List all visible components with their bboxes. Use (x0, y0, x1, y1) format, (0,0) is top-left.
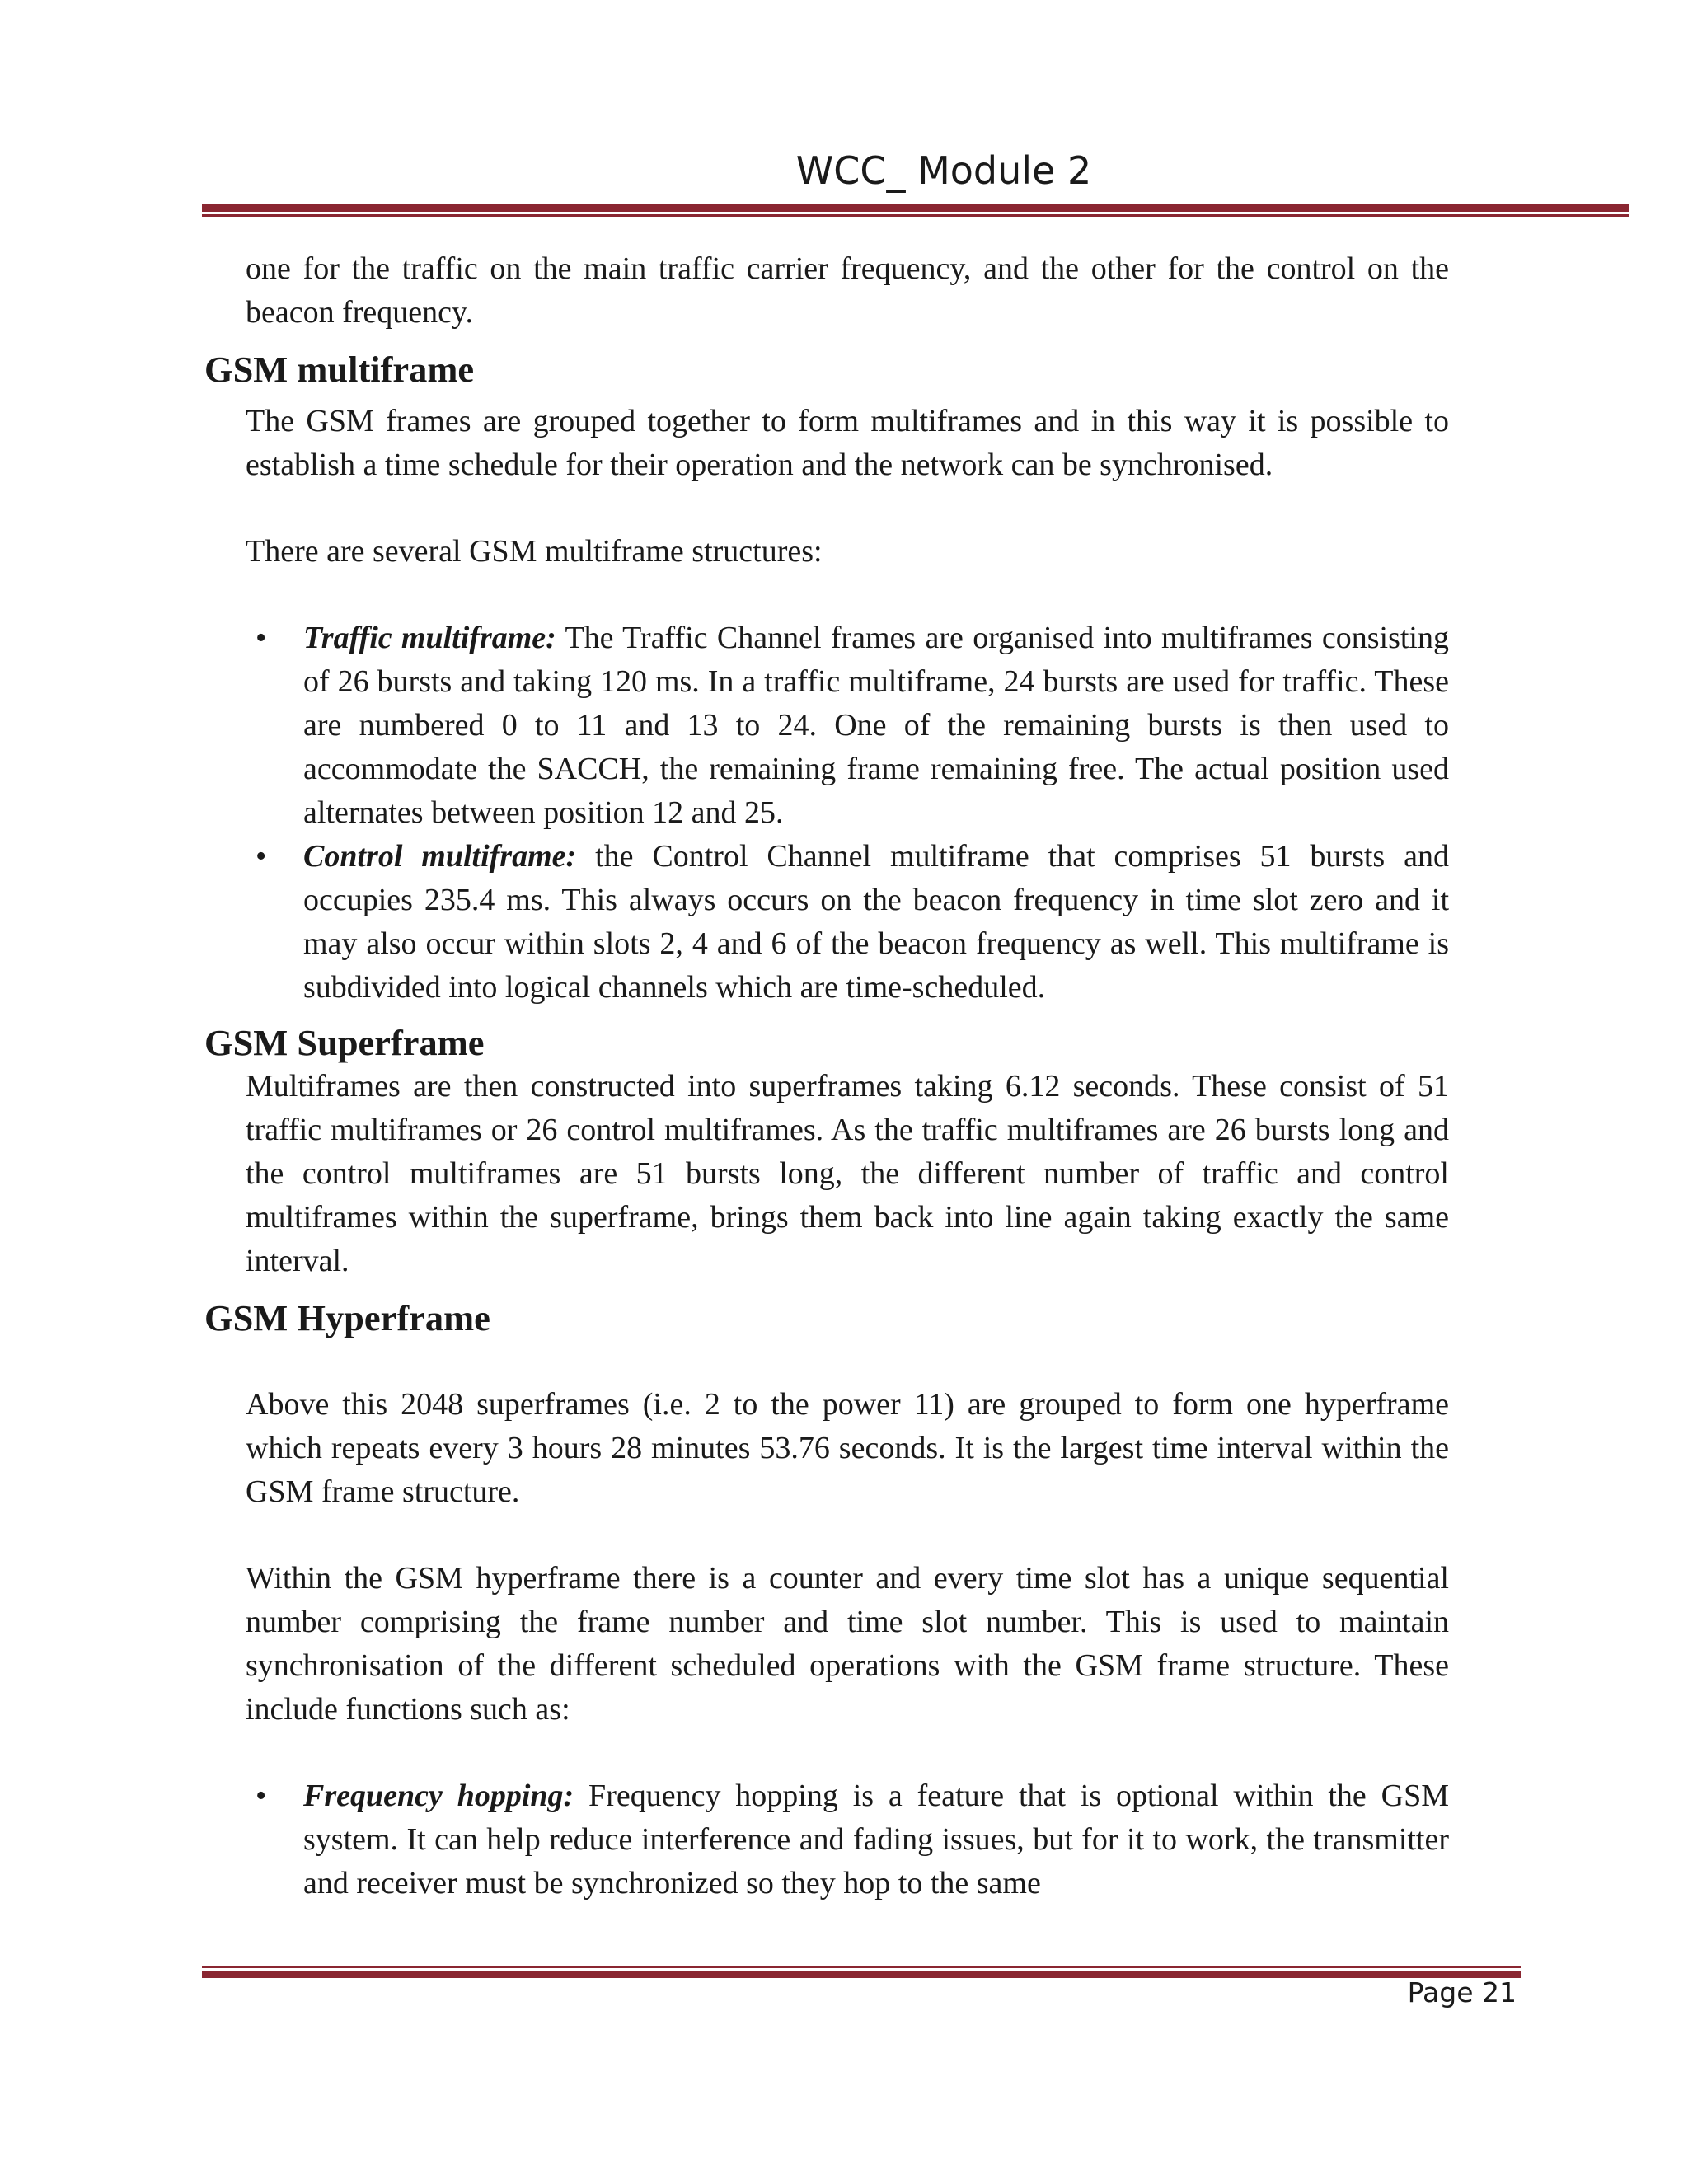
hyperframe-paragraph-1: Above this 2048 superframes (i.e. 2 to the power 11) are grouped to form one hyperframe which repeats every 3 hours 28 minutes 53.76 seconds. It is the largest time interval within the GSM frame structure. (246, 1387, 1449, 1509)
bullet-icon: • (256, 621, 267, 655)
heading-gsm-multiframe: GSM multiframe (204, 349, 475, 390)
hyperframe-paragraph-2: Within the GSM hyperframe there is a counter and every time slot has a unique sequential number comprising the frame number and time slot number. This is used to maintain synchronisation of the different scheduled operations with the GSM frame structure. These include functions such as: (246, 1561, 1449, 1727)
page-header-title: WCC_ Module 2 (795, 148, 1092, 193)
term-control-multiframe: Control multiframe: (303, 839, 577, 874)
list-item-traffic-multiframe (256, 616, 1449, 835)
multiframe-structures-list (204, 616, 1449, 1010)
term-traffic-multiframe: Traffic multiframe: (303, 621, 556, 655)
list-item-frequency-hopping (256, 1774, 1449, 1905)
multiframe-paragraph-1: The GSM frames are grouped together to form multiframes and in this way it is possible to establish a time schedule for their operation and the network can be synchronised. (246, 404, 1449, 482)
hyperframe-functions-list (204, 1774, 1449, 1905)
bullet-icon: • (256, 839, 267, 874)
intro-paragraph: one for the traffic on the main traffic carrier frequency, and the other for the control on the beacon frequency. (246, 251, 1449, 330)
page-content (204, 247, 1449, 1905)
term-frequency-hopping: Frequency hopping: (303, 1779, 574, 1813)
item-text: the Control Channel multiframe that comprises 51 bursts and occupies 235.4 ms. This always occurs on the beacon frequency in time slot zero and it may also occur within slots 2, 4 and 6 of the beacon frequency as well. This multiframe is subdivided into logical channels which are time-scheduled. (303, 839, 1449, 1005)
superframe-paragraph: Multiframes are then constructed into superframes taking 6.12 seconds. These consist of 51 traffic multiframes or 26 control multiframes. As the traffic multiframes are 26 bursts long and the control multiframes are 51 bursts long, the different number of traffic and control multiframes within the superframe, brings them back into line again taking exactly the same interval. (246, 1069, 1449, 1278)
item-text: The Traffic Channel frames are organised into multiframes consisting of 26 bursts and taking 120 ms. In a traffic multiframe, 24 bursts are used for traffic. These are numbered 0 to 11 and 13 to 24. One of the remaining bursts is then used to accommodate the SACCH, the remaining frame remaining free. The actual position used alternates between position 12 and 25. (303, 621, 1449, 830)
page-number: Page 21 (1407, 1976, 1517, 2008)
heading-gsm-superframe: GSM Superframe (204, 1022, 485, 1063)
item-text: Frequency hopping is a feature that is optional within the GSM system. It can help reduce interference and fading issues, but for it to work, the transmitter and receiver must be synchronized so they hop to the same (303, 1779, 1449, 1900)
bullet-icon: • (256, 1779, 267, 1813)
heading-gsm-hyperframe: GSM Hyperframe (204, 1297, 490, 1338)
multiframe-paragraph-2: There are several GSM multiframe structures: (246, 534, 823, 569)
list-item-control-multiframe (256, 835, 1449, 1010)
header-rule (202, 204, 1629, 217)
